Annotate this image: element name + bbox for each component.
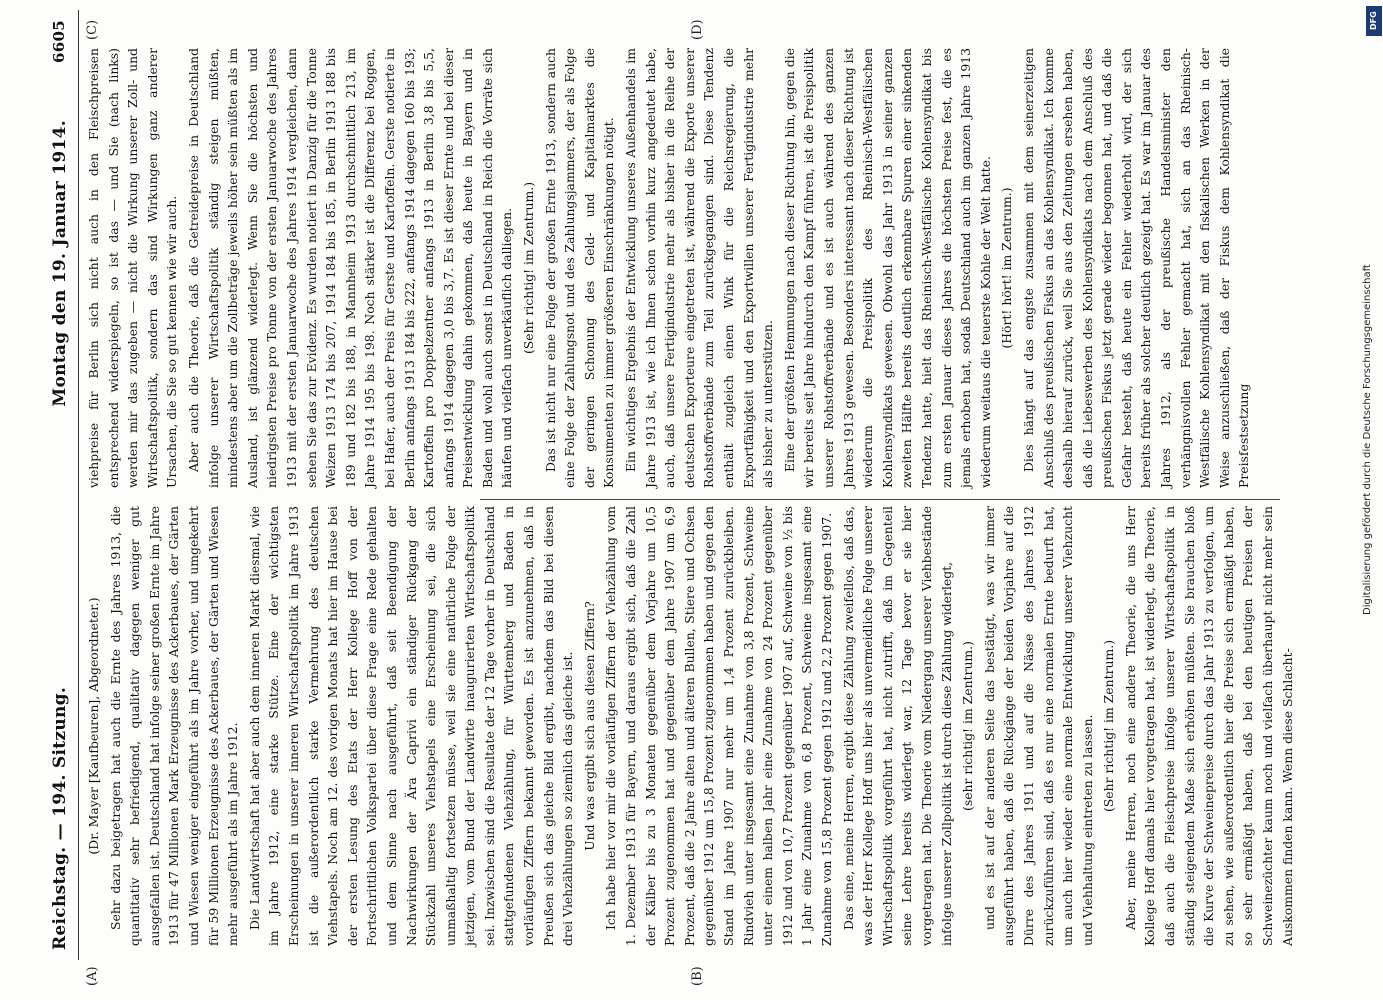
paragraph: Aber, meine Herren, noch eine andere Theorie, die uns Herr Kollege Hoff damals hier vorgetragen hat, ist widerlegt, die Theorie, daß auch die Fleischpreise infolge unserer Wirtschaftspolitik in ständig steigendem Maße sich erhöhen müßten. Sie brauchen bloß die Kurve der Schweinepreise durch das Jahr 1913 zu verfolgen, um zu sehen, wie außerordentlich hier die Preise sich ermäßigt haben, so sehr ermäßigt haben, daß bei den heutigen Preisen der Schweinezüchter kaum noch und vielfach überhaupt nicht mehr sein Auskommen finden kann. Wenn diese Schlacht-	[1122, 506, 1295, 946]
paragraph: Sehr dazu beigetragen hat auch die Ernte des Jahres 1913, die quantitativ sehr befriedigend, qualitativ dagegen weniger gut ausgefallen ist. Deutschland hat infolge seiner großen Ernte im Jahre 1913 für 47 Millionen Mark Erzeugnisse des Ackerbaues, der Gärten und Wiesen weniger eingeführt als im Jahre vorher, und umgekehrt für 59 Millionen Erzeugnisse des Ackerbaues, der Gärten und Wiesen mehr ausgeführt als im Jahre 1912.	[107, 506, 241, 946]
page-header	[50, 10, 76, 990]
paragraph: Das ist nicht nur eine Folge der großen Ernte 1913, sondern auch eine Folge der Zahlungsnot und des Zahlungsjammers, der als Folge der geringen Schonung des Geld- und Kapitalmarktes die Konsumenten zu immer größeren Einschränkungen nötigt.	[542, 48, 617, 488]
speaker-line: (Dr. Mayer [Kaufbeuren], Abgeordneter.)	[86, 597, 101, 855]
paragraph: Dies hängt auf das engste zusammen mit dem seinerzeitigen Anschluß des preußischen Fiskus an das Kohlensyndikat. Ich komme deshalb hierauf zurück, weil Sie aus den Zeitungen ersehen haben, daß die Liebeswerben des Kohlensyndikats nach dem Anschluß des preußischen Fiskus jetzt gerade wieder begonnen hat, und daß die Gefahr besteht, daß heute ein Fehler wiederholt wird, der sich bereits früher als solcher deutlich gezeigt hat. Es war im Januar des Jahres 1912, als der preußische Handelsminister den verhängnisvollen Fehler gemacht hat, sich an das Rheinisch-Westfälische Kohlensyndikat mit den fiskalischen Werken in der Weise anzuschließen, daß der Fiskus dem Kohlensyndikat die Preisfestsetzung	[1020, 48, 1252, 488]
header-rule	[78, 10, 79, 960]
paragraph: viehpreise für Berlin sich nicht auch in den Fleischpreisen entsprechend widerspiegeln, so ist das — und Sie (nach links) werden mir das zugeben — nicht die Wirkung unserer Zoll- und Wirtschaftspolitik, sondern das sind Wirkungen ganz anderer Ursachen, die Sie so gut kennen wie wir auch.	[86, 48, 180, 488]
paragraph: Aber auch die Theorie, daß die Getreidepreise in Deutschland infolge unserer Wirtschaftspolitik ständig steigen müßten, mindestens aber um die Zollbeträge jeweils höher sein müßten als im Ausland, ist glänzend widerlegt. Wenn Sie die höchsten und niedrigsten Preise pro Tonne von der ersten Januarwoche des Jahres 1913 mit der ersten Januarwoche des Jahres 1914 vergleichen, dann sehen Sie das zur Evidenz. Es wurden notiert in Danzig für die Tonne Weizen 1913 174 bis 207, 1914 184 bis 185, in Berlin 1913 188 bis 189 und 182 bis 188, in Mannheim 1913 durchschnittlich 213, im Jahre 1914 195 bis 198. Noch stärker ist die Differenz bei Roggen, bei Hafer, auch der Preis für Gerste und Kartoffeln. Gerste notierte in Berlin anfangs 1913 184 bis 222, anfangs 1914 dagegen 160 bis 193; Kartoffeln pro Doppelzentner anfangs 1913 in Berlin 3,8 bis 5,5, anfangs 1914 dagegen 3,0 bis 3,7. Es ist dieser Ernte und bei dieser Preisentwicklung dahin gekommen, daß heute in Bayern und in Baden und wohl auch sonst in Deutschland in Reich die Vorräte sich häufen und vielfach unverkäuflich dalliegen.	[185, 48, 515, 488]
right-column	[84, 48, 1274, 488]
column-divider	[480, 499, 1280, 500]
header-left: Reichstag. — 194. Sitzung.	[50, 686, 70, 950]
interjection: (sehr richtig! im Zentrum.)	[960, 641, 976, 811]
margin-marker-d: (D)	[690, 19, 705, 40]
paragraph: Eine der größten Hemmungen nach dieser Richtung hin, gegen die wir bereits seit Jahre hindurch den Kampf führen, ist die Preispolitik unserer Rohstoffverbände und es ist auch während des ganzen Jahres 1913 gewesen. Besonders interessant nach dieser Richtung ist wiederum die Preispolitik des Rheinisch-Westfälischen Kohlensyndikats gewesen. Obwohl das Jahr 1913 in seiner ganzen zweiten Hälfte bereits deutlich erkennbare Spuren einer sinkenden Tendenz hatte, hielt das Rheinisch-Westfälische Kohlensyndikat bis zum ersten Januar dieses Jahres die höchsten Preise fest, die es jemals erhoben hat, sodaß Deutschland auch im ganzen Jahre 1913 wiederum weitaus die teuerste Kohle der Welt hatte.	[781, 48, 993, 488]
paragraph: Und was ergibt sich aus diesen Ziffern?	[581, 601, 597, 851]
interjection: (Sehr richtig! im Zentrum.)	[1101, 639, 1117, 813]
margin-marker-a: (A)	[85, 966, 100, 986]
margin-marker-c: (C)	[85, 19, 100, 40]
margin-marker-b: (B)	[690, 966, 705, 986]
digitization-credit: Digitalisierung gefördert durch die Deutsche Forschungsgemeinschaft	[1362, 264, 1373, 615]
interjection: (Sehr richtig! im Zentrum.)	[521, 181, 537, 355]
header-right: Montag den 19. Januar 1914.	[50, 120, 70, 407]
paragraph: Ich habe hier vor mir die vorläufigen Ziffern der Viehzählung vom 1. Dezember 1913 für Bayern, und daraus ergibt sich, daß die Zahl der Kälber bis zu 3 Monaten gegenüber dem Vorjahre um 10,5 Prozent zugenommen hat und gegenüber dem Jahre 1907 um 6,9 Prozent, daß die 2 Jahre alten und älteren Bullen, Stiere und Ochsen gegenüber 1912 um 15,8 Prozent zugenommen haben und gegen den Stand im Jahre 1907 nur mehr um 1,4 Prozent zurückbleiben. Rindvieh unter insgesamt eine Zunahme von 3,8 Prozent, Schweine unter einem halben Jahr eine Zunahme von 24 Prozent gegenüber 1912 und von 10,7 Prozent gegenüber 1907 auf, Schweine von ½ bis 1 Jahr eine Zunahme von 6,8 Prozent, Schweine insgesamt eine Zunahme von 15,8 Prozent gegen 1912 und 2,2 Prozent gegen 1907.	[603, 506, 834, 946]
paragraph: Das eine, meine Herren, ergibt diese Zählung zweifellos, daß das, was der Herr Kollege Hoff uns hier als unvermeidliche Folge unserer Wirtschaftspolitik vorgeführt hat, nicht zutrifft, daß im Gegenteil seine Lehre bereits widerlegt war, 12 Tage bevor er sie hier vorgetragen hat. Die Theorie vom Niedergang unserer Viehbestände infolge unserer Zollpolitik ist durch diese Zählung widerlegt,	[840, 506, 954, 946]
dfg-logo: DFG	[1366, 6, 1382, 36]
interjection: (Hört! hört! im Zentrum.)	[999, 187, 1015, 349]
paragraph: Die Landwirtschaft hat aber auch dem inneren Markt diesmal, wie im Jahre 1912, eine starke Stütze. Eine der wichtigsten Erscheinungen in unserer inneren Wirtschaftspolitik im Jahre 1913 ist die außerordentlich starke Vermehrung des deutschen Viehstapels. Noch am 12. des vorigen Monats hat hier im Hause bei der ersten Lesung des Etats der Herr Kollege Hoff von der Fortschrittlichen Volkspartei über diese Frage eine Rede gehalten und dem Sinne nach ausgeführt, daß seit Beendigung der Nachwirkungen der Ära Caprivi ein ständiger Rückgang der Stückzahl unseres Viehstapels eine Erscheinung sei, die sich unmaßhaltig fortsetzen müsse, weil sie eine natürliche Folge der jetzigen, vom Bund der Landwirte inaugurierten Wirtschaftspolitik sei. Inzwischen sind die Resultate der 12 Tage vorher in Deutschland stattgefundenen Viehzählung, für Württemberg und Baden in vorläufigen Ziffern bekannt geworden. Es ist anzunehmen, daß in Preußen sich das gleiche Bild ergibt, nachdem das Bild bei diesen drei Viehzählungen so ziemlich das gleiche ist.	[246, 506, 576, 946]
paragraph: und es ist auf der anderen Seite das bestätigt, was wir immer ausgeführt haben, daß die Rückgänge der beiden Vorjahre auf die Dürre des Jahres 1911 und auf die Nässe des Jahres 1912 zurückzuführen sind, daß es nur eine normalen Ernte bedurft hat, um auch hier wieder eine normale Entwicklung unserer Viehzucht und Viehhaltung eintreten zu lassen.	[981, 506, 1095, 946]
paragraph: Ein wichtiges Ergebnis der Entwicklung unseres Außenhandels im Jahre 1913 ist, wie ich Ihnen schon vorhin kurz angedeutet habe, auch, daß unsere Fertigindustrie mehr als bisher in die Reihe der deutschen Exporteure eingetreten ist, während die Exporte unserer Rohstoffverbände zum Teil zurückgegangen sind. Diese Tendenz enthält zugleich einen Wink für die Reichsregierung, die Exportfähigkeit und den Exportwillen unserer Fertigindustrie mehr als bisher zu unterstützen.	[623, 48, 776, 488]
left-column	[84, 506, 1295, 946]
page-number: 6605	[50, 20, 68, 63]
